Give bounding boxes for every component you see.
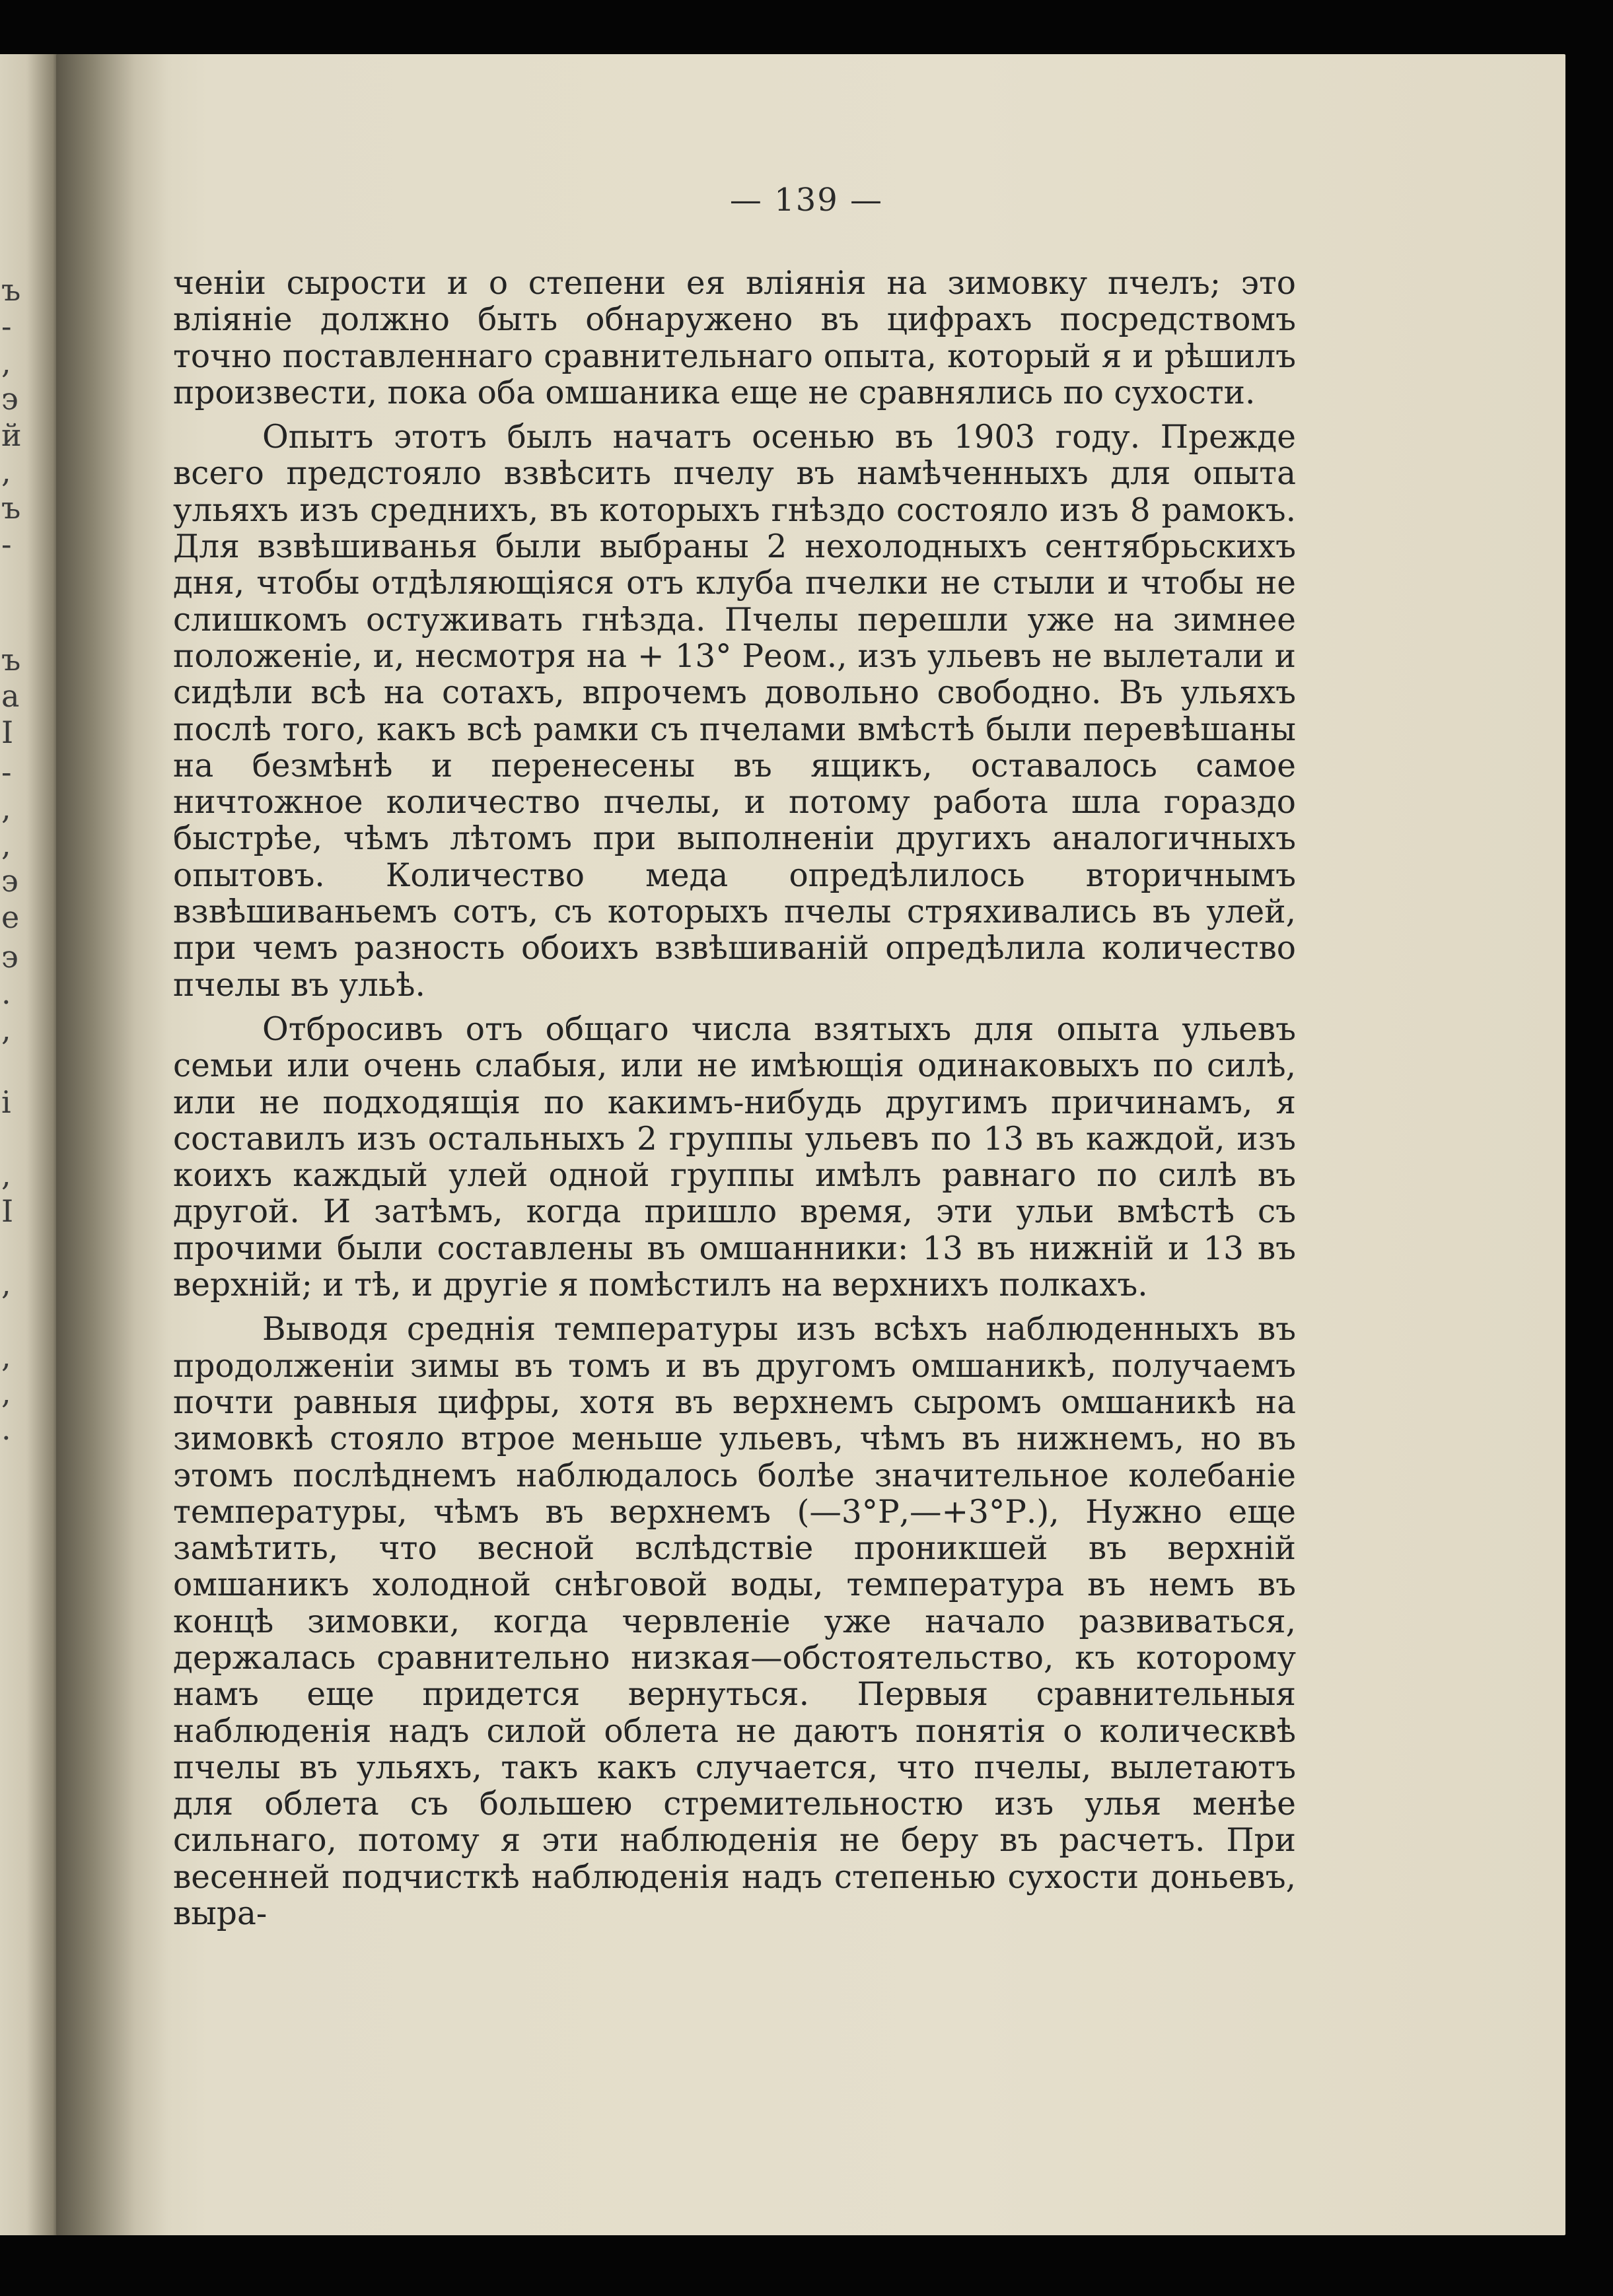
paragraph-4: Выводя среднія температуры изъ всѣхъ наблюденныхъ въ продолженіи зимы въ томъ и въ другомъ омшаникѣ, получаемъ почти равныя цифры, хотя въ верхнемъ сыромъ омшаникѣ на зимовкѣ стояло втрое меньше ульевъ, чѣмъ въ нижнемъ, но въ этомъ послѣднемъ наблюдалось болѣе значительное колебаніе температуры, чѣмъ въ верхнемъ (—3°Р,—+3°Р.), Нужно еще замѣтить, что весной вслѣдствіе проникшей въ верхній омшаникъ холодной снѣговой воды, температура въ немъ въ концѣ зимовки, когда червленіе уже начало развиваться, держалась сравнительно низкая—обстоятельство, къ которому намъ еще придется вернуться. Первыя сравнительныя наблюденія надъ силой облета не даютъ понятія о колическвѣ пчелы въ ульяхъ, такъ какъ случается, что пчелы, вылетаютъ для облета съ большею стремительностю изъ улья менѣе сильнаго, потому я эти наблюденія не беру въ расчетъ. При весенней подчисткѣ наблюденія надъ степенью сухости доньевъ, выра- xyxy=(173,1311,1296,1933)
paragraph-1: ченіи сырости и о степени ея вліянія на зимовку пчелъ; это вліяніе должно быть обнаружено въ цифрахъ посредствомъ точно поставленнаго сравнительнаго опыта, который я и рѣшилъ произвести, пока оба омшаника еще не сравнялись по сухости. xyxy=(173,265,1296,411)
margin-mark: ъ xyxy=(1,490,21,526)
paragraph-3: Отбросивъ отъ общаго числа взятыхъ для опыта ульевъ семьи или очень слабыя, или не имѣющія одинаковыхъ по силѣ, или не подходящія по какимъ-нибудь другимъ причинамъ, я составилъ изъ остальныхъ 2 группы ульевъ по 13 въ каждой, изъ коихъ каждый улей одной группы имѣлъ равнаго по силѣ въ другой. И затѣмъ, когда пришло время, эти ульи вмѣстѣ съ прочими были составлены въ омшанники: 13 въ нижній и 13 въ верхній; и тѣ, и другіе я помѣстилъ на верхнихъ полкахъ. xyxy=(173,1010,1296,1304)
margin-mark: э xyxy=(1,863,18,899)
margin-mark: - xyxy=(1,754,12,790)
margin-mark: э xyxy=(1,939,18,975)
margin-mark: , xyxy=(1,1157,11,1193)
margin-mark: , xyxy=(1,1012,11,1047)
margin-mark: ъ xyxy=(1,272,21,308)
margin-mark: , xyxy=(1,827,11,862)
margin-mark: й xyxy=(1,417,22,453)
margin-mark: - xyxy=(1,526,12,562)
margin-mark: I xyxy=(1,714,14,750)
body-text xyxy=(173,265,1296,1940)
margin-mark: . xyxy=(1,1411,11,1447)
margin-mark: I xyxy=(1,1193,14,1229)
margin-mark: - xyxy=(1,308,12,344)
margin-mark: э xyxy=(1,381,18,417)
margin-mark: , xyxy=(1,1266,11,1302)
margin-mark: , xyxy=(1,1339,11,1374)
page-number: — 139 — xyxy=(729,182,884,219)
margin-mark: , xyxy=(1,454,11,489)
margin-mark: e xyxy=(1,899,20,935)
margin-mark: , xyxy=(1,1375,11,1410)
paragraph-2: Опытъ этотъ былъ начатъ осенью въ 1903 году. Прежде всего предстояло взвѣсить пчелу въ намѣченныхъ для опыта ульяхъ изъ среднихъ, въ которыхъ гнѣздо состояло изъ 8 рамокъ. Для взвѣшиванья были выбраны 2 нехолодныхъ сентябрьскихъ дня, чтобы отдѣляющіяся отъ клуба пчелки не стыли и чтобы не слишкомъ остуживать гнѣзда. Пчелы перешли уже на зимнее положеніе, и, несмотря на + 13° Реом., изъ ульевъ не вылетали и сидѣли всѣ на сотахъ, впрочемъ довольно свободно. Въ ульяхъ послѣ того, какъ всѣ рамки съ пчелами вмѣстѣ были перевѣшаны на безмѣнѣ и перенесены въ ящикъ, оставалось самое ничтожное количество пчелы, и потому работа шла гораздо быстрѣе, чѣмъ лѣтомъ при выполненіи другихъ аналогичныхъ опытовъ. Количество меда опредѣлилось вторичнымъ взвѣшиваньемъ сотъ, съ которыхъ пчелы стряхивались въ улей, при чемъ разность обоихъ взвѣшиваній опредѣлила количество пчелы въ ульѣ. xyxy=(173,419,1296,1004)
margin-mark: , xyxy=(1,790,11,826)
margin-mark: a xyxy=(1,678,20,714)
previous-page-marks xyxy=(0,54,26,2235)
margin-mark: ъ xyxy=(1,642,21,678)
margin-mark: , xyxy=(1,345,11,380)
margin-mark: . xyxy=(1,975,11,1011)
margin-mark: i xyxy=(1,1084,11,1120)
